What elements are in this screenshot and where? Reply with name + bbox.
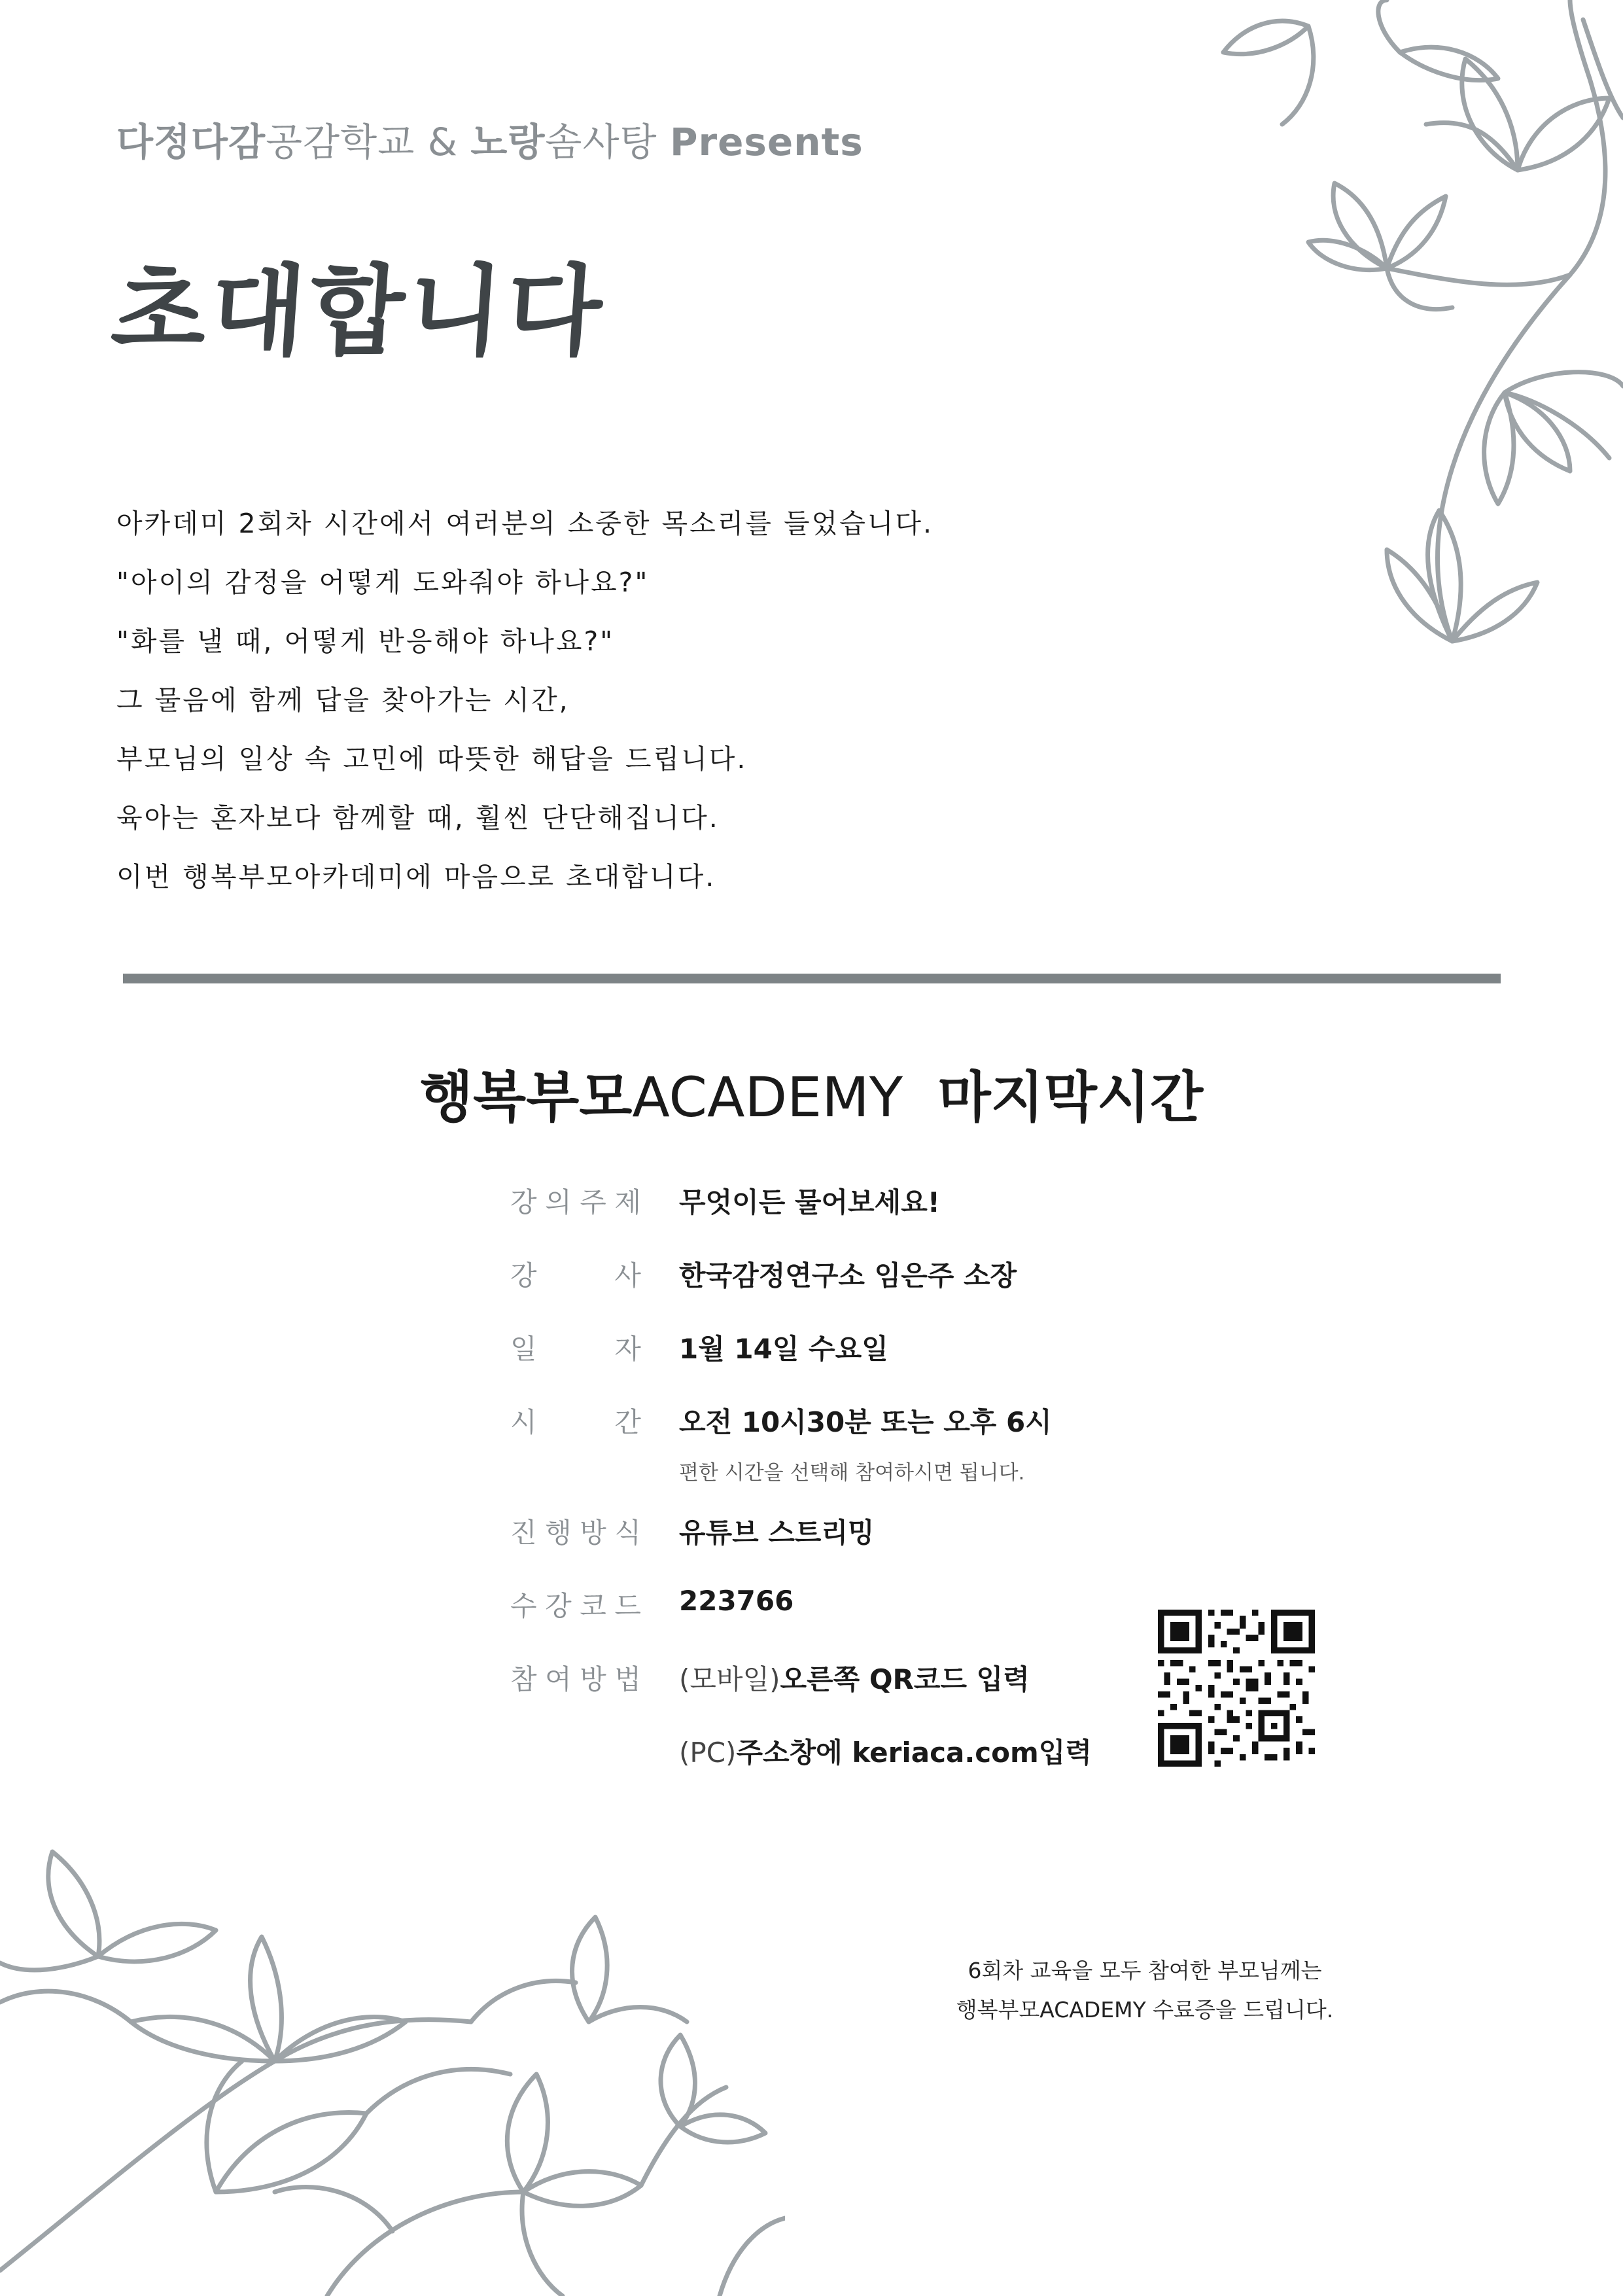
topic-value: 무엇이든 물어보세요!	[679, 1186, 940, 1218]
certificate-line1: 6회차 교육을 모두 참여한 부모님께는	[968, 1958, 1322, 1983]
code-label: 수 강 코 드	[510, 1590, 641, 1622]
pc-value: 주소창에 keriaca.com입력	[736, 1737, 1092, 1769]
date-label: 일 자	[510, 1333, 641, 1365]
intro-line: 아카데미 2회차 시간에서 여러분의 소중한 목소리를 들었습니다.	[116, 508, 934, 539]
invitation-title: 초대합니다	[107, 254, 610, 369]
presents-word: Presents	[669, 120, 864, 164]
method-label: 진 행 방 식	[510, 1517, 641, 1549]
heading-part2: ACADEMY	[632, 1065, 903, 1129]
certificate-line2: 행복부모ACADEMY 수료증을 드립니다.	[956, 1997, 1334, 2022]
time-label: 시 간	[510, 1406, 641, 1438]
pc-prefix: (PC)	[679, 1737, 737, 1769]
topic-label: 강 의 주 제	[510, 1186, 641, 1218]
org2-rest: 솜사탕	[545, 120, 657, 164]
ampersand: &	[427, 120, 458, 164]
org2-bold: 노랑	[470, 120, 546, 164]
time-note: 편한 시간을 선택해 참여하시면 됩니다.	[679, 1461, 1025, 1485]
intro-line: 육아는 혼자보다 함께할 때, 훨씬 단단해집니다.	[116, 802, 720, 834]
join-mobile	[679, 1658, 1030, 1697]
qr-code[interactable]	[1158, 1610, 1315, 1767]
method-value: 유튜브 스트리밍	[679, 1517, 875, 1549]
intro-paragraph	[116, 494, 1098, 906]
presenters-line	[116, 111, 864, 166]
floral-decoration-top-right	[1112, 0, 1623, 687]
intro-line: "화를 낼 때, 어떻게 반응해야 하나요?"	[116, 626, 615, 657]
certificate-note	[942, 1951, 1348, 2030]
heading-part1: 행복부모	[419, 1065, 633, 1129]
mobile-prefix: (모바일)	[679, 1663, 780, 1695]
intro-line: 부모님의 일상 속 고민에 따뜻한 해답을 드립니다.	[116, 743, 748, 775]
join-pc	[679, 1731, 1092, 1771]
lecturer-label: 강 사	[510, 1260, 641, 1292]
code-value: 223766	[679, 1585, 794, 1617]
floral-decoration-bottom-left	[0, 1826, 785, 2296]
date-value: 1월 14일 수요일	[679, 1333, 888, 1365]
heading-part3: 마지막시간	[937, 1065, 1204, 1129]
lecturer-value: 한국감정연구소 임은주 소장	[679, 1260, 1017, 1292]
time-value: 오전 10시30분 또는 오후 6시	[679, 1406, 1052, 1438]
intro-line: "아이의 감정을 어떻게 도와줘야 하나요?"	[116, 567, 650, 598]
section-divider	[123, 974, 1501, 983]
intro-line: 그 물음에 함께 답을 찾아가는 시간,	[116, 684, 570, 716]
org1-rest: 공감학교	[266, 120, 415, 164]
org1-bold: 다정다감	[116, 120, 266, 164]
academy-heading	[0, 1053, 1623, 1133]
intro-line: 이번 행복부모아카데미에 마음으로 초대합니다.	[116, 861, 716, 892]
join-label: 참 여 방 법	[510, 1663, 641, 1695]
mobile-value: 오른쪽 QR코드 입력	[780, 1663, 1030, 1695]
